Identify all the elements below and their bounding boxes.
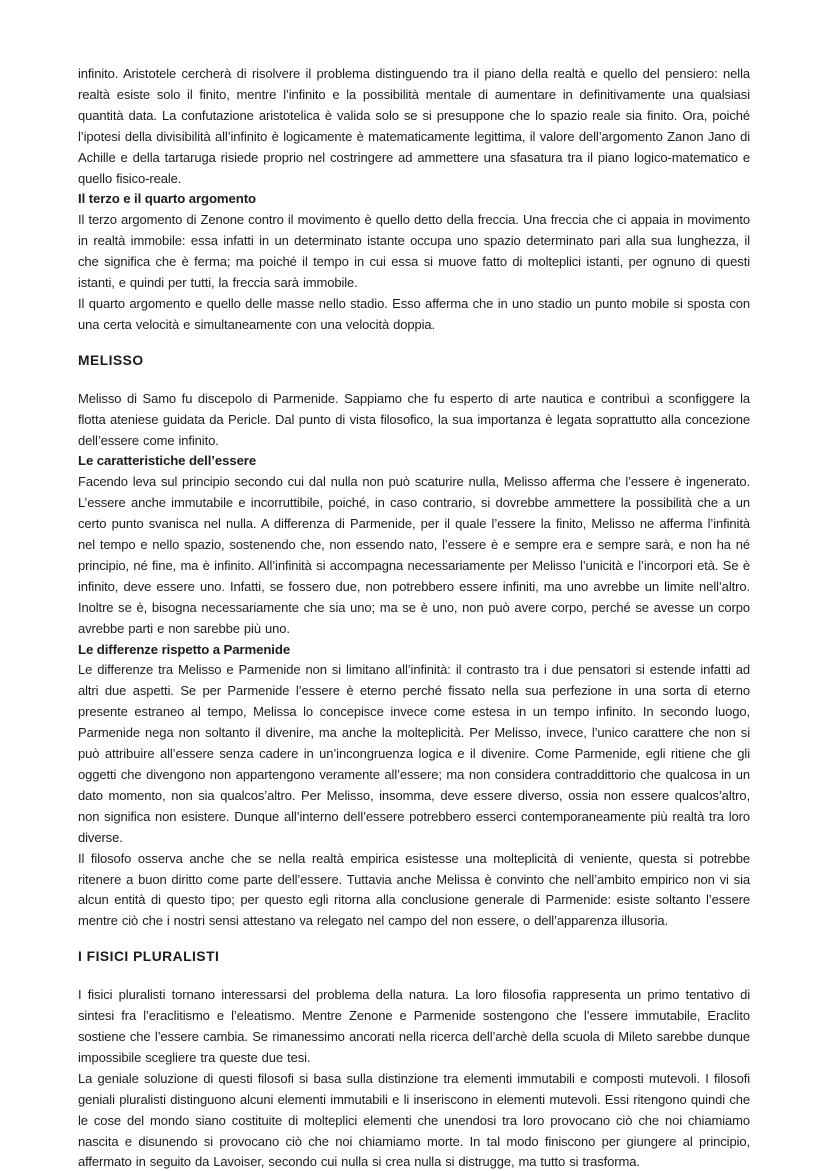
sub-heading: Le caratteristiche dell’essere bbox=[78, 453, 257, 469]
paragraph: Facendo leva sul principio secondo cui dal nulla non può scaturire nulla, Melisso afferma che l’essere è ingenerato. L’essere anche immutabile e incorruttibile, poiché, in caso contrario, si dovrebbe ammettere la possibilità che a un certo punto svanisca nel nulla. A differenza di Parmenide, per il quale l’essere la finito, Melisso ne afferma l’infinità nel tempo e nello spazio, sostenendo che, non essendo nato, l’essere è e sempre era e sempre sarà, e non ha né principio, né fine, ma è infinito. All’infinità si accompagna necessariamente per Melisso l’unicità e l’incorpori età. Se è infinito, deve essere uno. Infatti, se fossero due, non potrebbero essere infiniti, ma uno avrebbe un limite nell’altro. Inoltre se è, bisogna necessariamente che sia uno; ma se è uno, non può avere corpo, perché se avesse un corpo avrebbe parti e non sarebbe più uno. bbox=[78, 474, 750, 636]
section-heading: I FISICI PLURALISTI bbox=[78, 949, 220, 965]
paragraph: Le differenze tra Melisso e Parmenide non si limitano all’infinità: il contrasto tra i due pensatori si estende infatti ad altri due aspetti. Se per Parmenide l’essere è eterno perché fissato nella sua perfezione in una sorta di eterno presente estraneo al tempo, Melissa lo concepisce invece come estesa in un tempo infinito. In secondo luogo, Parmenide nega non soltanto il divenire, ma anche la molteplicità. Per Melisso, invece, l’unico carattere che non si può attribuire all’essere senza cadere in un’incongruenza logica e il divenire. Come Parmenide, egli ritiene che gli oggetti che divengono non appartengono veramente all’essere; ma non considera contraddittorio che qualcosa in un dato momento, non sia qualcos’altro. Per Melisso, insomma, deve essere diverso, ossia non essere qualcos’altro, non significa non esistere. Dunque all’interno dell’essere potrebbero esserci contemporaneamente più realtà tra loro diverse. bbox=[78, 662, 750, 845]
paragraph: infinito. Aristotele cercherà di risolvere il problema distinguendo tra il piano della realtà e quello del pensiero: nella realtà esiste solo il finito, mentre l’infinito e la possibilità mentale di aumentare in definitivamente una qualsiasi quantità data. La confutazione aristotelica è valida solo se si presuppone che lo spazio reale sia finito. Ora, poiché l’ipotesi della divisibilità all’infinito è logicamente è matematicamente legittima, il valore dell’argomento Zanon Jano di Achille e della tartaruga risiede proprio nel costringere ad ammettere una sfasatura tra il piano logico-matematico e quello fisico-reale. bbox=[78, 66, 750, 186]
paragraph: I fisici pluralisti tornano interessarsi del problema della natura. La loro filosofia rappresenta un primo tentativo di sintesi fra l’eraclitismo e l’eleatismo. Mentre Zenone e Parmenide sostengono che l’essere immutabile, Eraclito sostiene che l’essere cambia. Se rimanessimo ancorati nella ricerca dell’archè della scuola di Mileto sarebbe dunque impossibile scegliere tra queste due tesi. bbox=[78, 987, 750, 1065]
section-heading: MELISSO bbox=[78, 352, 144, 368]
sub-heading: Il terzo e il quarto argomento bbox=[78, 191, 256, 207]
paragraph: La geniale soluzione di questi filosofi si basa sulla distinzione tra elementi immutabili e composti mutevoli. I filosofi geniali pluralisti distinguono alcuni elementi immutabili e li inseriscono in elementi mutevoli. Essi ritengono quindi che le cose del mondo siano costituite di molteplici elementi che unendosi tra loro provocano ciò che noi chiamiamo nascita e disunendo si provocano ciò che noi chiamiamo morte. In tal modo finiscono per giungere al principio, affermato in seguito da Lavoiser, secondo cui nulla si crea nulla si distrugge, ma tutto si trasforma. bbox=[78, 1070, 750, 1170]
paragraph: Il filosofo osserva anche che se nella realtà empirica esistesse una molteplicità di veniente, questa si potrebbe ritenere a buon diritto come parte dell’essere. Tuttavia anche Melissa è convinto che nell’ambito empirico non vi sia alcun entità di questo tipo; per questo egli ritorna alla conclusione generale di Parmenide: esiste soltanto l’essere mentre ciò che i nostri sensi attestano va relegato nel campo del non essere, o dell’apparenza illusoria. bbox=[78, 850, 750, 929]
paragraph: Il quarto argomento e quello delle masse nello stadio. Esso afferma che in uno stadio un punto mobile si sposta con una certa velocità e simultaneamente con una velocità doppia. bbox=[78, 295, 750, 332]
document-body bbox=[78, 64, 750, 1171]
paragraph: Melisso di Samo fu discepolo di Parmenide. Sappiamo che fu esperto di arte nautica e contribuì a sconfiggere la flotta ateniese guidata da Pericle. Dal punto di vista filosofico, la sua importanza è legata soprattutto alla concezione dell’essere come infinito. bbox=[78, 390, 750, 448]
sub-heading: Le differenze rispetto a Parmenide bbox=[78, 641, 291, 657]
paragraph: Il terzo argomento di Zenone contro il movimento è quello detto della freccia. Una freccia che ci appaia in movimento in realtà immobile: essa infatti in un determinato istante occupa uno spazio determinato pari alla sua lunghezza, il che significa che è ferma; ma poiché il tempo in cui essa si muove fatto di molteplici istanti, per ognuno di questi istanti, e quindi per tutti, la freccia sarà immobile. bbox=[78, 212, 750, 291]
